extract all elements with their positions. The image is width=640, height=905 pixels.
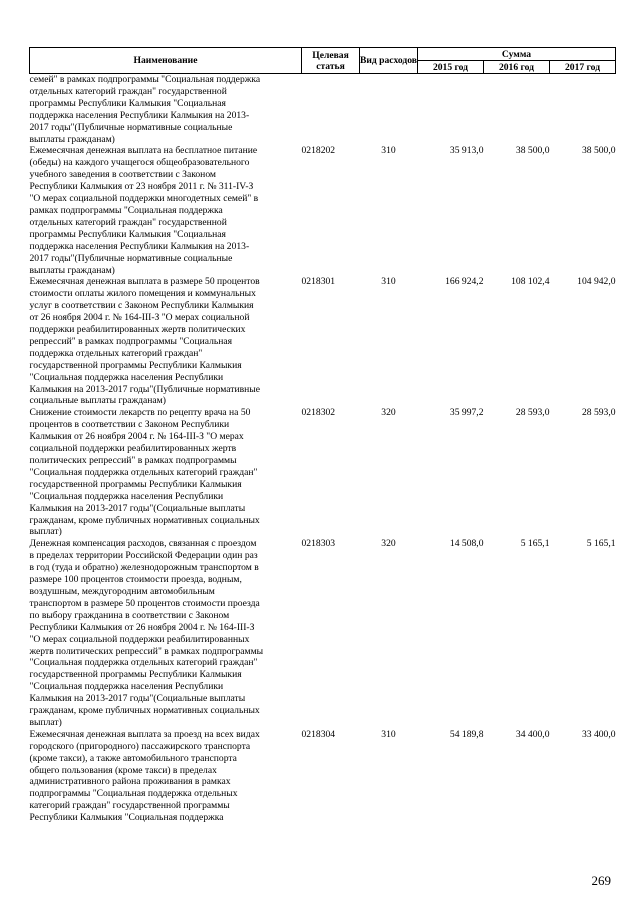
row-target-code: 0218202 (301, 145, 336, 157)
row-sum-2017: 28 593,0 (581, 407, 616, 419)
row-sum-2017: 5 165,1 (586, 538, 616, 550)
header-expense-type: Вид расходов (360, 48, 418, 74)
table-row (30, 145, 616, 276)
row-expense-type: 310 (381, 145, 396, 157)
row-name: Денежная компенсация расходов, связанная с проездом в пределах территории Российской Федерации один раз в год (туда и обратно) железнодорожным транспортом в размере 100 процентов стоимости проезда, водным, воздушным, междугородним автомобильным транспортом в размере 50 процентов стоимости проезда по выбору гражданина в соответствии с Законом Республики Калмыкия от 26 ноября 2004 г. № 164-III-З "О мерах социальной поддержки реабилитированных жертв политических репрессий" в рамках подпрограммы "Социальная поддержка отдельных категорий граждан" государственной программы Республики Калмыкия "Социальная поддержка населения Республики Калмыкия на 2013-2017 годы"(Социальные выплаты гражданам, кроме публичных нормативных социальных выплат) (29, 538, 264, 728)
table-row (30, 74, 616, 146)
row-sum-2017: 104 942,0 (577, 276, 616, 288)
table-row (30, 276, 616, 407)
row-target-code: 0218304 (301, 728, 336, 740)
row-sum-2016: 34 400,0 (515, 728, 550, 740)
table-row (30, 407, 616, 538)
row-target-code: 0218302 (301, 407, 336, 419)
row-sum-2015: 14 508,0 (449, 538, 484, 550)
row-sum-2015: 54 189,8 (449, 728, 484, 740)
row-name: Ежемесячная денежная выплата на бесплатное питание (обеды) на каждого учащегося общеобразовательного учебного заведения в соответствии с Законом Республики Калмыкия от 23 ноября 2011 г. № 311-IV-З "О мерах социальной поддержки многодетных семей" в рамках подпрограммы "Социальная поддержка отдельных категорий граждан" государственной программы Республики Калмыкия "Социальная поддержка населения Республики Калмыкия на 2013- 2017 годы"(Публичные нормативные социальные выплаты гражданам) (29, 145, 259, 276)
table-row (30, 538, 616, 729)
row-name: Ежемесячная денежная выплата за проезд на всех видах городского (пригородного) пассажирского транспорта (кроме такси), а также автомобильного транспорта общего пользования (кроме такси) в пределах административного района проживания в рамках подпрограммы "Социальная поддержка отдельных категорий граждан" государственной программы Республики Калмыкия "Социальная поддержка (29, 728, 260, 824)
row-sum-2017: 33 400,0 (581, 728, 616, 740)
row-target-code: 0218303 (301, 538, 336, 550)
row-expense-type: 320 (381, 407, 396, 419)
header-sum: Сумма (418, 48, 616, 61)
header-year-2017: 2017 год (550, 61, 616, 74)
row-sum-2016: 108 102,4 (511, 276, 550, 288)
row-sum-2016: 28 593,0 (515, 407, 550, 419)
row-sum-2015 (418, 74, 484, 146)
row-sum-2017 (550, 74, 616, 146)
row-expense-type: 310 (381, 728, 396, 740)
row-name: Ежемесячная денежная выплата в размере 50 процентов стоимости оплаты жилого помещения и коммунальных услуг в соответствии с Законом Республики Калмыкия от 26 ноября 2004 г. № 164-III-З "О мерах социальной поддержки реабилитированных жертв политических репрессий" в рамках подпрограммы "Социальная поддержка отдельных категорий граждан" государственной программы Республики Калмыкия "Социальная поддержка населения Республики Калмыкия на 2013-2017 годы"(Публичные нормативные социальные выплаты гражданам) (29, 276, 260, 407)
row-sum-2017: 38 500,0 (581, 145, 616, 157)
row-expense-type: 320 (381, 538, 396, 550)
row-expense-type: 310 (381, 276, 396, 288)
budget-table (29, 47, 616, 824)
table-row (30, 729, 616, 824)
row-sum-2015: 35 913,0 (449, 145, 484, 157)
row-name: семей" в рамках подпрограммы "Социальная поддержка отдельных категорий граждан" государственной программы Республики Калмыкия "Социальная поддержка населения Республики Калмыкия на 2013- 2017 годы"(Публичные нормативные социальные выплаты гражданам) (29, 74, 261, 145)
row-sum-2016 (484, 74, 550, 146)
row-name: Снижение стоимости лекарств по рецепту врача на 50 процентов в соответствии с Законом Республики Калмыкия от 26 ноября 2004 г. № 164-III-З "О мерах социальной поддержки реабилитированных жертв политических репрессий" в рамках подпрограммы "Социальная поддержка отдельных категорий граждан" государственной программы Республики Калмыкия "Социальная поддержка населения Республики Калмыкия на 2013-2017 годы"(Социальные выплаты гражданам, кроме публичных нормативных социальных выплат) (29, 407, 260, 538)
header-name: Наименование (30, 48, 302, 74)
row-sum-2016: 38 500,0 (515, 145, 550, 157)
page-number: 269 (591, 873, 611, 888)
row-sum-2015: 35 997,2 (449, 407, 484, 419)
row-sum-2016: 5 165,1 (520, 538, 550, 550)
row-target-code: 0218301 (301, 276, 336, 288)
row-target-code (302, 74, 360, 146)
header-year-2016: 2016 год (484, 61, 550, 74)
header-year-2015: 2015 год (418, 61, 484, 74)
row-expense-type (360, 74, 418, 146)
row-sum-2015: 166 924,2 (445, 276, 484, 288)
table-header (30, 48, 616, 74)
header-target: Целевая статья (302, 48, 360, 74)
table-body (30, 74, 616, 825)
